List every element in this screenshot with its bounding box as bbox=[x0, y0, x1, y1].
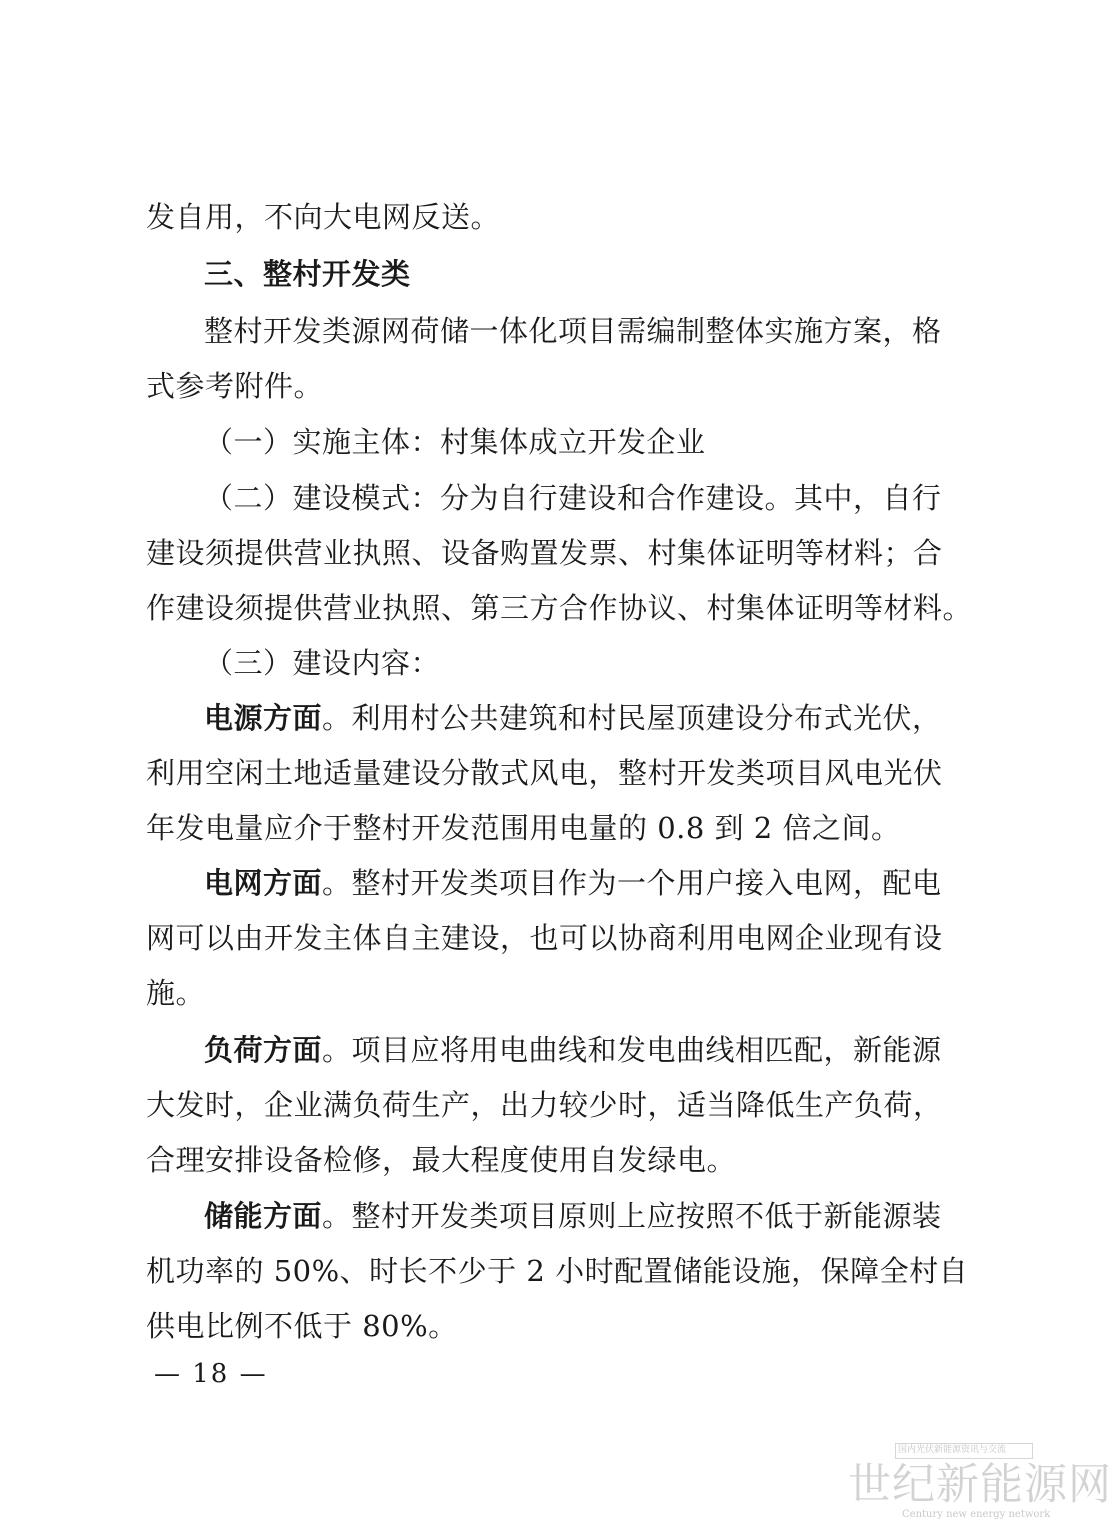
lead-term: 负荷方面 bbox=[204, 1033, 323, 1067]
lead-term: 储能方面 bbox=[204, 1199, 323, 1233]
text-line: 网可以由开发主体自主建设，也可以协商利用电网企业现有设 bbox=[146, 921, 943, 955]
watermark-english: Century new energy network bbox=[902, 1509, 1051, 1520]
text-line: 大发时，企业满负荷生产，出力较少时，适当降低生产负荷， bbox=[146, 1088, 943, 1122]
lead-term: 电网方面 bbox=[204, 866, 323, 900]
lead-term: 电源方面 bbox=[204, 701, 323, 735]
page-number: — 18 — bbox=[154, 1359, 268, 1389]
text-line: 式参考附件。 bbox=[146, 369, 324, 403]
subsection-line: （二）建设模式：分为自行建设和合作建设。其中，自行 bbox=[204, 481, 942, 515]
subsection-line: （一）实施主体：村集体成立开发企业 bbox=[204, 425, 706, 459]
paragraph-storage: 储能方面。整村开发类项目原则上应按照不低于新能源装 bbox=[204, 1199, 942, 1233]
text-line: 建设须提供营业执照、设备购置发票、村集体证明等材料；合 bbox=[146, 536, 943, 570]
text-line: 作建设须提供营业执照、第三方合作协议、村集体证明等材料。 bbox=[146, 591, 973, 625]
section-heading: 三、整村开发类 bbox=[204, 257, 411, 291]
text-line: 供电比例不低于 80%。 bbox=[146, 1309, 458, 1343]
text-line: 年发电量应介于整村开发范围用电量的 0.8 到 2 倍之间。 bbox=[146, 811, 901, 845]
text-line: 机功率的 50%、时长不少于 2 小时配置储能设施，保障全村自 bbox=[146, 1254, 969, 1288]
paragraph-load: 负荷方面。项目应将用电曲线和发电曲线相匹配，新能源 bbox=[204, 1033, 942, 1067]
paragraph-grid: 电网方面。整村开发类项目作为一个用户接入电网，配电 bbox=[204, 866, 942, 900]
subsection-line: （三）建设内容： bbox=[204, 646, 441, 680]
text-line: 发自用，不向大电网反送。 bbox=[146, 200, 501, 234]
text-line: 合理安排设备检修，最大程度使用自发绿电。 bbox=[146, 1143, 737, 1177]
text-line: 利用空闲土地适量建设分散式风电，整村开发类项目风电光伏 bbox=[146, 756, 943, 790]
text-line: 整村开发类源网荷储一体化项目需编制整体实施方案，格 bbox=[204, 314, 942, 348]
watermark-logo-text: 世纪新能源网 bbox=[848, 1460, 1112, 1510]
text-line: 施。 bbox=[146, 976, 206, 1010]
watermark-tagline: 国内光伏新能源资讯与交流 bbox=[898, 1445, 1007, 1455]
paragraph-power-source: 电源方面。利用村公共建筑和村民屋顶建设分布式光伏， bbox=[204, 701, 942, 735]
